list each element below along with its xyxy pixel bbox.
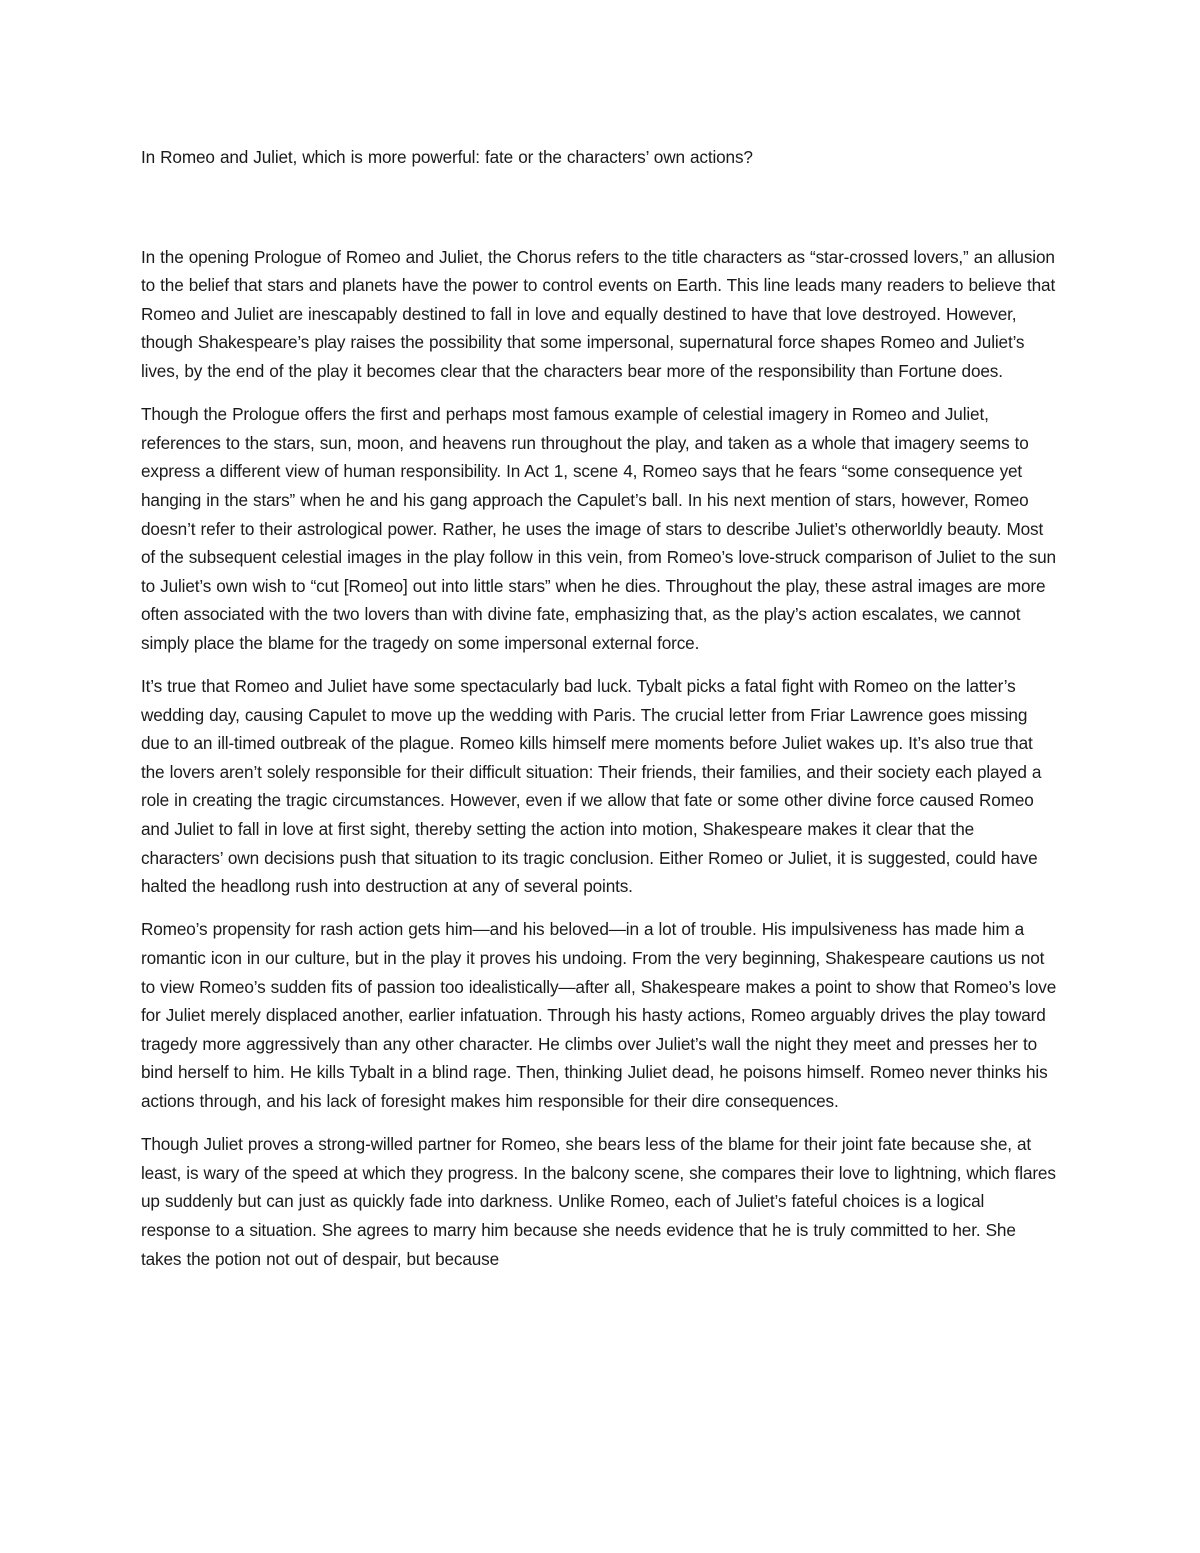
- paragraph-5: Though Juliet proves a strong-willed partner for Romeo, she bears less of the blame for their joint fate because she, at least, is wary of the speed at which they progress. In the balcony scene, she compares their love to lightning, which flares up suddenly but can just as quickly fade into darkness. Unlike Romeo, each of Juliet’s fateful choices is a logical response to a situation. She agrees to marry him because she needs evidence that he is truly committed to her. She takes the potion not out of despair, but because: [141, 1134, 1056, 1269]
- paragraph-4: Romeo’s propensity for rash action gets him—and his beloved—in a lot of trouble. His impulsiveness has made him a romantic icon in our culture, but in the play it proves his undoing. From the very beginning, Shakespeare cautions us not to view Romeo’s sudden fits of passion too idealistically—after all, Shakespeare makes a point to show that Romeo’s love for Juliet merely displaced another, earlier infatuation. Through his hasty actions, Romeo arguably drives the play toward tragedy more aggressively than any other character. He climbs over Juliet’s wall the night they meet and presses her to bind herself to him. He kills Tybalt in a blind rage. Then, thinking Juliet dead, he poisons himself. Romeo never thinks his actions through, and his lack of foresight makes him responsible for their dire consequences.: [141, 919, 1057, 1111]
- paragraph-3: It’s true that Romeo and Juliet have some spectacularly bad luck. Tybalt picks a fatal fight with Romeo on the latter’s wedding day, causing Capulet to move up the wedding with Paris. The crucial letter from Friar Lawrence goes missing due to an ill-timed outbreak of the plague. Romeo kills himself mere moments before Juliet wakes up. It’s also true that the lovers aren’t solely responsible for their difficult situation: Their friends, their families, and their society each played a role in creating the tragic circumstances. However, even if we allow that fate or some other divine force caused Romeo and Juliet to fall in love at first sight, thereby setting the action into motion, Shakespeare makes it clear that the characters’ own decisions push that situation to its tragic conclusion. Either Romeo or Juliet, it is suggested, could have halted the headlong rush into destruction at any of several points.: [141, 676, 1042, 897]
- essay-question: In Romeo and Juliet, which is more powerful: fate or the characters’ own actions?: [141, 147, 753, 167]
- paragraph-2: Though the Prologue offers the first and perhaps most famous example of celestial imagery in Romeo and Juliet, references to the stars, sun, moon, and heavens run throughout the play, and taken as a whole that imagery seems to express a different view of human responsibility. In Act 1, scene 4, Romeo says that he fears “some consequence yet hanging in the stars” when he and his gang approach the Capulet’s ball. In his next mention of stars, however, Romeo doesn’t refer to their astrological power. Rather, he uses the image of stars to describe Juliet’s otherworldly beauty. Most of the subsequent celestial images in the play follow in this vein, from Romeo’s love-struck comparison of Juliet to the sun to Juliet’s own wish to “cut [Romeo] out into little stars” when he dies. Throughout the play, these astral images are more often associated with the two lovers than with divine fate, emphasizing that, as the play’s action escalates, we cannot simply place the blame for the tragedy on some impersonal external force.: [141, 404, 1056, 653]
- document-body: [141, 143, 1057, 1288]
- paragraph-1: In the opening Prologue of Romeo and Juliet, the Chorus refers to the title characters as “star-crossed lovers,” an allusion to the belief that stars and planets have the power to control events on Earth. This line leads many readers to believe that Romeo and Juliet are inescapably destined to fall in love and equally destined to have that love destroyed. However, though Shakespeare’s play raises the possibility that some impersonal, supernatural force shapes Romeo and Juliet’s lives, by the end of the play it becomes clear that the characters bear more of the responsibility than Fortune does.: [141, 246, 1056, 381]
